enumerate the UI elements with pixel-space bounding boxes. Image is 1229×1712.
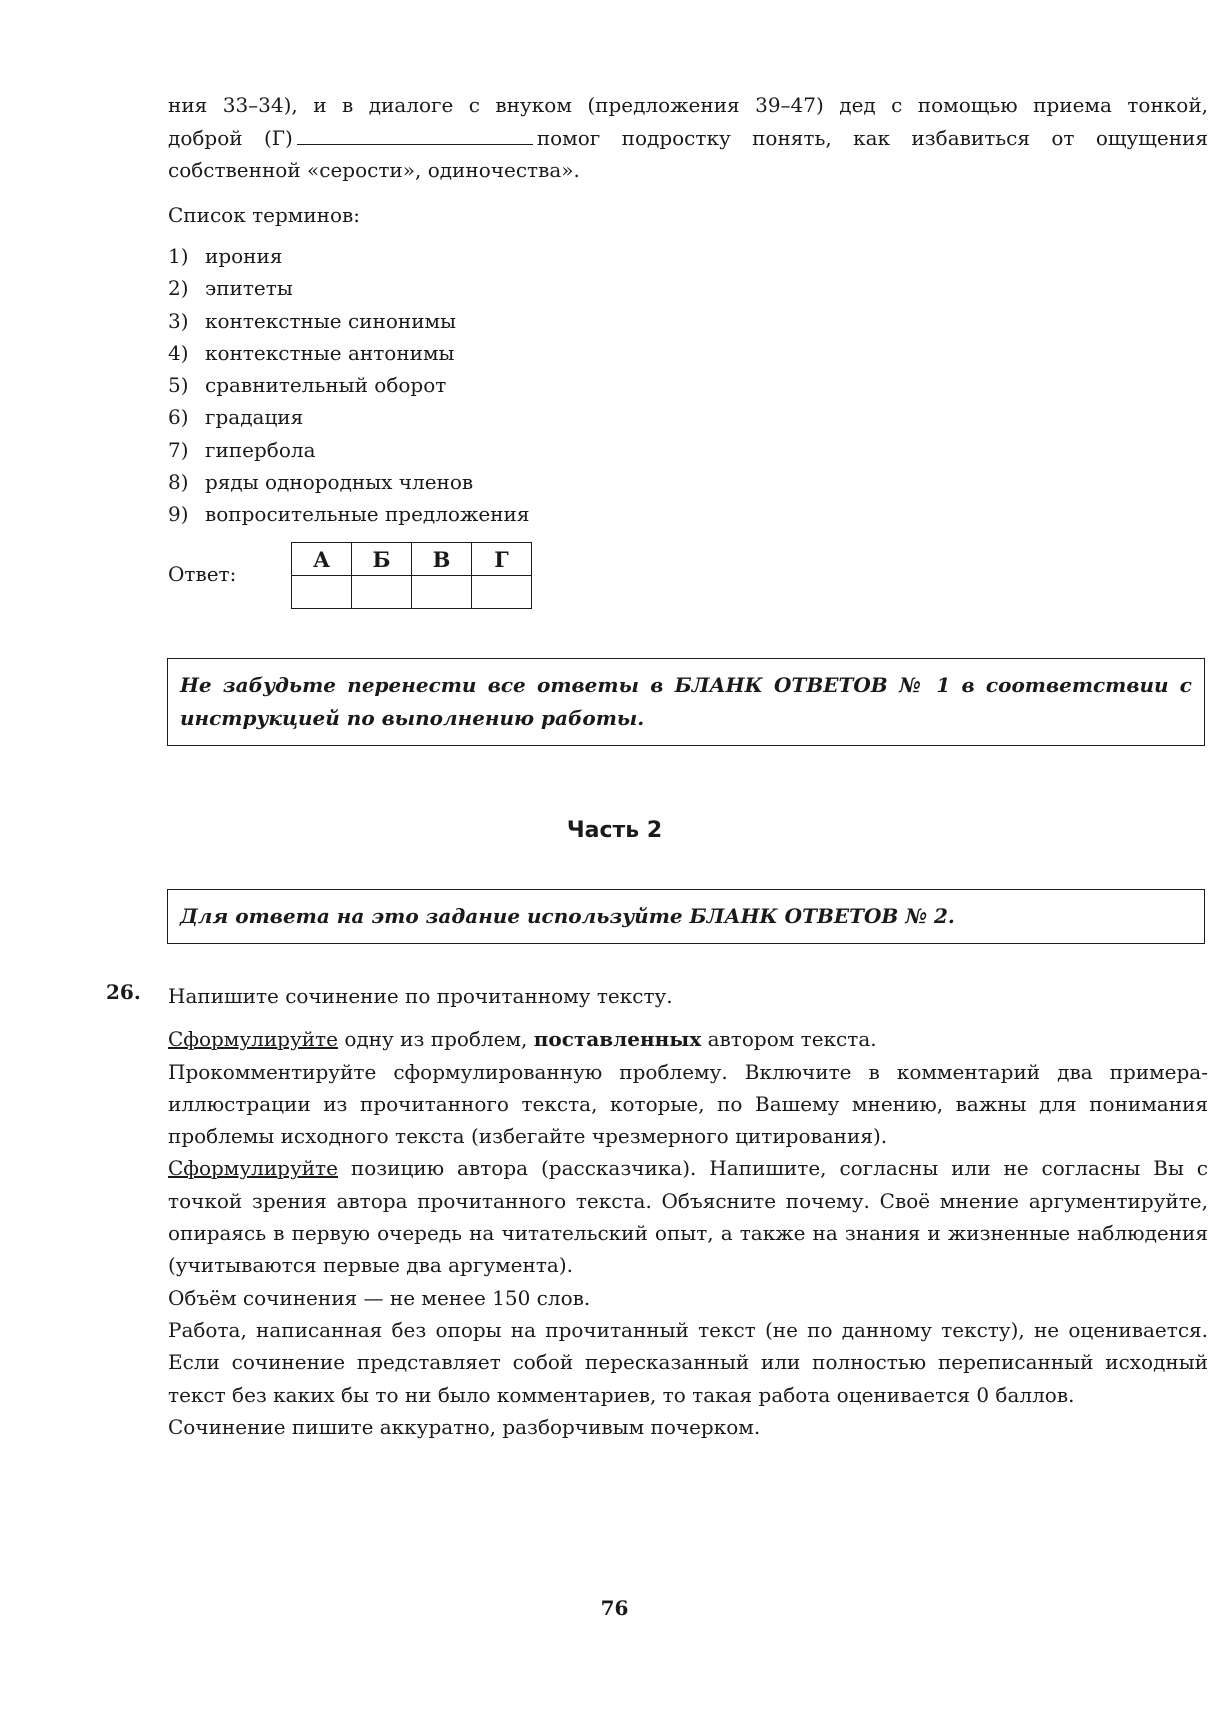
intro-line-2-start: доброй (Г) — [168, 125, 293, 150]
term-text: ирония — [205, 244, 283, 268]
term-number: 6) — [168, 405, 189, 430]
part-title: Часть 2 — [566, 818, 663, 843]
task-p3-rest: позицию автора (рассказчика). Напишите, согласны или не согласны Вы с точкой зрения автора прочитанного текста. Объясните почему. Своё мнение аргументируйте, опираясь в первую очередь на читательский опыт, а также на знания и жизненные наблюдения (учитываются первые два аргумента). — [168, 1156, 1209, 1278]
term-item — [168, 498, 529, 530]
answer-cell-g[interactable] — [472, 576, 532, 609]
terms-list — [168, 240, 529, 531]
term-number: 4) — [168, 340, 189, 365]
task-intro: Напишите сочинение по прочитанному тексту. — [168, 984, 673, 1008]
task-paragraph-6: Сочинение пишите аккуратно, разборчивым почерком. — [168, 1414, 761, 1439]
answer-column-v: В — [412, 543, 472, 576]
term-number: 3) — [168, 308, 189, 333]
task-p1-middle: одну из проблем, — [344, 1027, 528, 1052]
term-text: ряды однородных членов — [205, 470, 474, 495]
term-number: 2) — [168, 276, 189, 301]
task-p3-underlined: Сформулируйте — [168, 1156, 338, 1181]
task-paragraph-3 — [168, 1152, 1208, 1281]
term-text: эпитеты — [205, 276, 293, 301]
answer-column-g: Г — [472, 543, 532, 576]
notice-answer-sheet-2: Для ответа на это задание используйте БЛАНК ОТВЕТОВ № 2. — [167, 889, 1205, 944]
term-item — [168, 401, 529, 433]
answer-column-b: Б — [352, 543, 412, 576]
task-paragraph-5: Работа, написанная без опоры на прочитанный текст (не по данному тексту), не оценивается. Если сочинение представляет собой пересказанный или полностью переписанный исходный текст без каких бы то ни было комментариев, то такая работа оценивается 0 баллов. — [168, 1317, 1208, 1407]
task-p1-bold: поставленных — [533, 1027, 702, 1052]
task-text — [168, 980, 1208, 1443]
term-number: 5) — [168, 373, 189, 398]
term-item — [168, 337, 529, 369]
answer-label: Ответ: — [168, 562, 237, 586]
task-number: 26. — [106, 980, 141, 1004]
term-item — [168, 240, 529, 272]
term-text: гипербола — [205, 437, 316, 462]
term-text: контекстные синонимы — [205, 308, 457, 333]
term-text: контекстные антонимы — [205, 340, 455, 365]
task-p1-end: автором текста. — [707, 1027, 877, 1052]
term-number: 8) — [168, 470, 189, 495]
term-item — [168, 434, 529, 466]
answer-cell-b[interactable] — [352, 576, 412, 609]
answer-column-a: А — [292, 543, 352, 576]
terms-heading: Список терминов: — [168, 203, 361, 227]
page-number: 76 — [600, 1596, 629, 1620]
task-paragraph-4: Объём сочинения — не менее 150 слов. — [168, 1285, 591, 1310]
term-item — [168, 305, 529, 337]
answer-cell-a[interactable] — [292, 576, 352, 609]
term-number: 1) — [168, 244, 189, 268]
answer-input-row — [292, 576, 532, 609]
term-item — [168, 272, 529, 304]
answer-header-row — [292, 543, 532, 576]
intro-line-2-end: помог подростку понять, как избавиться от ощущения — [536, 125, 1208, 150]
answer-table — [291, 542, 532, 609]
task-paragraph-2: Прокомментируйте сформулированную проблему. Включите в комментарий два примера-иллюстрации из прочитанного текста, которые, по Вашему мнению, важны для понимания проблемы исходного текста (избегайте чрезмерного цитирования). — [168, 1059, 1208, 1149]
intro-line-2 — [168, 122, 1208, 155]
term-number: 9) — [168, 502, 189, 527]
answer-cell-v[interactable] — [412, 576, 472, 609]
notice-answer-sheet-1: Не забудьте перенести все ответы в БЛАНК ОТВЕТОВ № 1 в соответствии с инструкцией по выполнению работы. — [167, 658, 1205, 746]
term-item — [168, 369, 529, 401]
task-p1-underlined: Сформулируйте — [168, 1027, 338, 1052]
term-number: 7) — [168, 437, 189, 462]
intro-line-1: ния 33–34), и в диалоге с внуком (предложения 39–47) дед с помощью приема тонкой, — [168, 93, 1208, 117]
intro-line-3: собственной «серости», одиночества». — [168, 158, 580, 182]
answer-blank-g — [297, 126, 533, 145]
term-text: сравнительный оборот — [205, 373, 447, 398]
intro-paragraph — [168, 89, 1208, 187]
term-item — [168, 466, 529, 498]
task-paragraph-1 — [168, 1023, 1208, 1055]
term-text: градация — [205, 405, 304, 430]
term-text: вопросительные предложения — [205, 502, 530, 527]
